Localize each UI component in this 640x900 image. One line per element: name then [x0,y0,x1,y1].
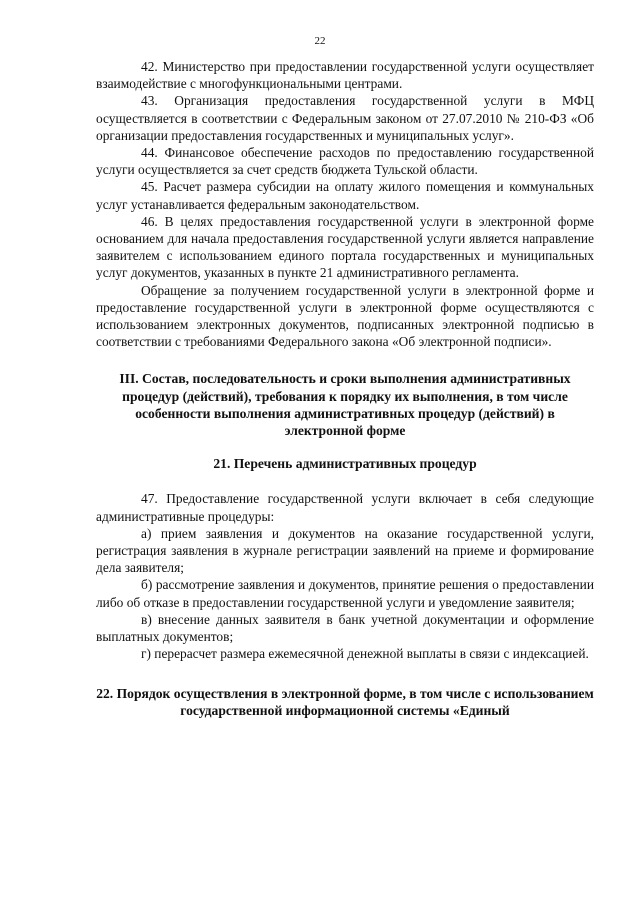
list-item-g: г) перерасчет размера ежемесячной денежной выплаты в связи с индексацией. [141,646,589,662]
paragraph-44: 44. Финансовое обеспечение расходов по предоставлению государственной услуги осуществляется за счет средств бюджета Тульской области. [96,145,594,178]
paragraph-42: 42. Министерство при предоставлении государственной услуги осуществляет взаимодействие с многофункциональными центрами. [96,59,594,92]
page-number: 22 [314,35,326,47]
paragraph-electronic-appeal: Обращение за получением государственной услуги в электронной форме и предоставление государственной услуги в электронной форме осуществляются с использованием электронных документов, подписанных электронной подписью в соответствии с требованиями Федерального закона «Об электронной подписи». [96,282,594,350]
paragraph-46: 46. В целях предоставления государственной услуги в электронной форме основанием для начала предоставления государственной услуги является направление заявителем с использованием единого портала государственных и муниципальных услуг документов, указанных в пункте 21 административного регламента. [96,213,594,281]
section-heading: III. Состав, последовательность и сроки выполнения административных процедур (действий), требования к порядку их выполнения, в том числе особенности выполнения административных процедур (действий) в электронной форме [119,371,571,439]
list-item-a: а) прием заявления и документов на оказание государственной услуги, регистрация заявления в журнале регистрации заявлений на приеме и формирование дела заявителя; [96,525,594,576]
subsection-22-heading: 22. Порядок осуществления в электронной форме, в том числе с использованием государственной информационной системы «Единый [96,685,594,718]
list-item-b: б) рассмотрение заявления и документов, принятие решения о предоставлении либо об отказе в предоставлении государственной услуги и уведомление заявителя; [96,577,594,610]
page-content [96,58,594,719]
paragraph-45: 45. Расчет размера субсидии на оплату жилого помещения и коммунальных услуг устанавливается федеральным законодательством. [96,179,594,212]
paragraph-47: 47. Предоставление государственной услуги включает в себя следующие административные процедуры: [96,491,594,524]
subsection-21-heading: 21. Перечень административных процедур [213,456,477,472]
list-item-v: в) внесение данных заявителя в банк учетной документации и оформление выплатных документов; [96,611,594,645]
paragraph-43: 43. Организация предоставления государственной услуги в МФЦ осуществляется в соответствии с Федеральным законом от 27.07.2010 № 210-ФЗ «Об организации предоставления государственных и муниципальных услуг». [96,93,594,143]
